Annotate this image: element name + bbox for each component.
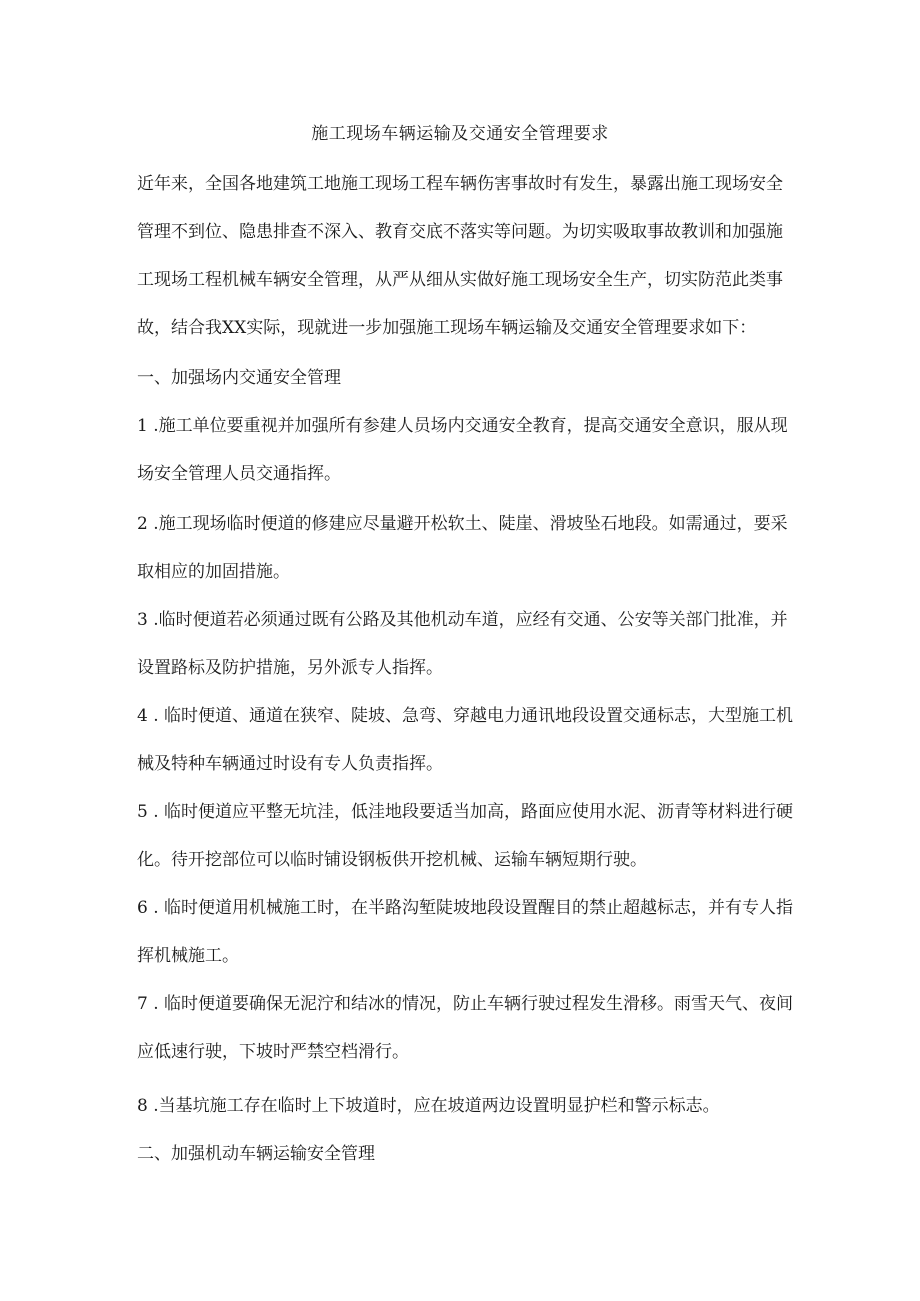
list-item-line: 应低速行驶，下坡时严禁空档滑行。 <box>137 1042 409 1062</box>
list-item-line: 场安全管理人员交通指挥。 <box>137 464 341 484</box>
section-heading: 二、加强机动车辆运输安全管理 <box>137 1144 375 1164</box>
paragraph-line: 管理不到位、隐患排查不深入、教育交底不落实等问题。为切实吸取事故教训和加强施 <box>137 222 783 242</box>
list-item-line: 4 . 临时便道、通道在狭窄、陡坡、急弯、穿越电力通讯地段设置交通标志，大型施工机 <box>137 706 794 726</box>
list-item-line: 3 .临时便道若必须通过既有公路及其他机动车道，应经有交通、公安等关部门批准，并 <box>137 610 788 630</box>
list-item-line: 取相应的加固措施。 <box>137 562 290 582</box>
paragraph-line: 工现场工程机械车辆安全管理，从严从细从实做好施工现场安全生产，切实防范此类事 <box>137 270 783 290</box>
list-item-line: 设置路标及防护措施，另外派专人指挥。 <box>137 658 443 678</box>
paragraph-line: 近年来，全国各地建筑工地施工现场工程车辆伤害事故时有发生，暴露出施工现场安全 <box>137 174 783 194</box>
section-heading: 一、加强场内交通安全管理 <box>137 368 341 388</box>
list-item-line: 化。待开挖部位可以临时铺设钢板供开挖机械、运输车辆短期行驶。 <box>137 850 647 870</box>
list-item-line: 挥机械施工。 <box>137 946 239 966</box>
list-item-line: 1 .施工单位要重视并加强所有参建人员场内交通安全教育，提高交通安全意识，服从现 <box>137 416 788 436</box>
list-item-line: 5 . 临时便道应平整无坑洼，低洼地段要适当加高，路面应使用水泥、沥青等材料进行硬 <box>137 802 794 822</box>
document-title: 施工现场车辆运输及交通安全管理要求 <box>311 124 609 144</box>
list-item-line: 8 .当基坑施工存在临时上下坡道时，应在坡道两边设置明显护栏和警示标志。 <box>137 1096 720 1116</box>
list-item-line: 6 . 临时便道用机械施工时，在半路沟堑陡坡地段设置醒目的禁止超越标志，并有专人指 <box>137 898 794 918</box>
list-item-line: 7 . 临时便道要确保无泥泞和结冰的情况，防止车辆行驶过程发生滑移。雨雪天气、夜间 <box>137 994 794 1014</box>
list-item-line: 械及特种车辆通过时设有专人负责指挥。 <box>137 754 443 774</box>
list-item-line: 2 .施工现场临时便道的修建应尽量避开松软土、陡崖、滑坡坠石地段。如需通过，要采 <box>137 514 788 534</box>
paragraph-line: 故，结合我XX实际，现就进一步加强施工现场车辆运输及交通安全管理要求如下： <box>137 318 757 338</box>
